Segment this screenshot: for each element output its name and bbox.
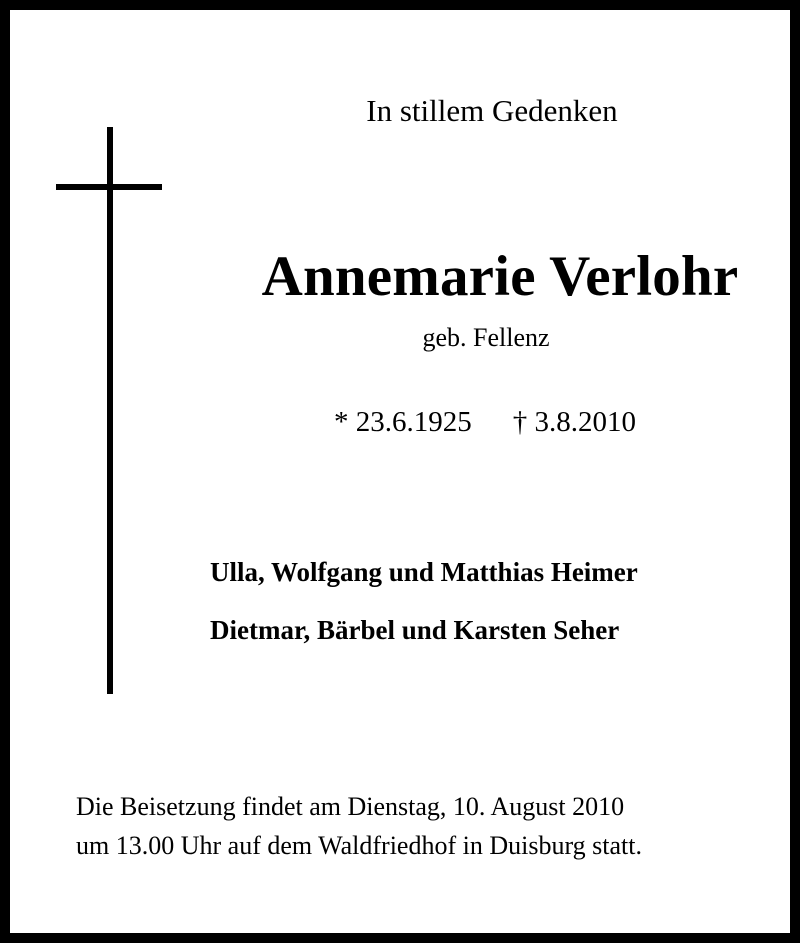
deceased-name: Annemarie Verlohr	[261, 245, 739, 308]
funeral-info-line: um 13.00 Uhr auf dem Waldfriedhof in Duisburg statt.	[76, 831, 642, 860]
mourner-line: Ulla, Wolfgang und Matthias Heimer	[210, 557, 638, 587]
funeral-info-line: Die Beisetzung findet am Dienstag, 10. August 2010	[76, 792, 625, 821]
birth-date: * 23.6.1925	[334, 406, 472, 438]
cross-icon-bar	[56, 184, 162, 190]
life-dates	[334, 408, 636, 437]
cross-icon	[107, 127, 113, 694]
memorial-heading: In stillem Gedenken	[366, 93, 618, 128]
maiden-name: geb. Fellenz	[422, 323, 550, 352]
death-date: † 3.8.2010	[512, 406, 636, 438]
mourner-line: Dietmar, Bärbel und Karsten Seher	[210, 615, 620, 645]
